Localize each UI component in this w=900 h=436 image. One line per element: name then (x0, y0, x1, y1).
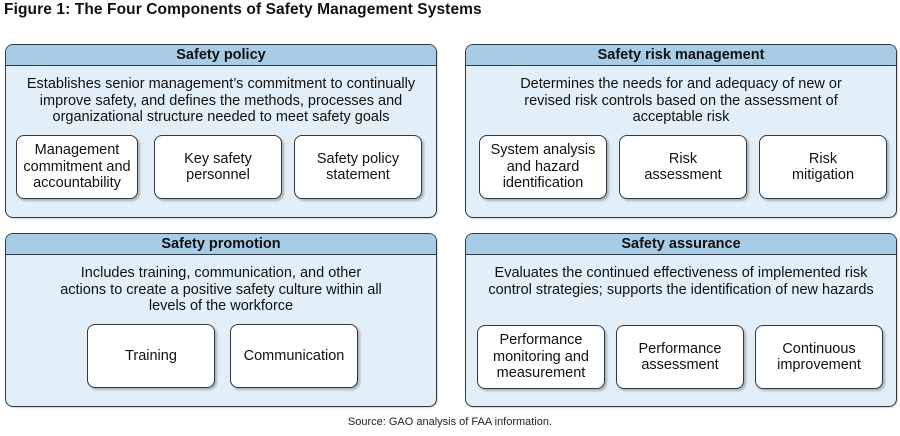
source-note: Source: GAO analysis of FAA information. (347, 416, 553, 428)
safety-risk-management-panel (465, 44, 897, 218)
card-risk-assessment: Risk assessment (619, 135, 747, 199)
safety-assurance-description: Evaluates the continued effectiveness of implemented risk control strategies; supports the identification of new hazards (488, 265, 874, 298)
card-safety-policy-statement: Safety policy statement (294, 135, 422, 199)
safety-policy-title: Safety policy (6, 45, 436, 66)
safety-policy-description: Establishes senior management’s commitment to continually improve safety, and defines the methods, processes and organizational structure needed to meet safety goals (26, 76, 416, 125)
card-management-commitment: Management commitment and accountability (16, 135, 138, 199)
safety-policy-panel (5, 44, 437, 218)
card-communication: Communication (230, 324, 358, 388)
safety-promotion-title: Safety promotion (6, 234, 436, 255)
card-performance-monitoring: Performance monitoring and measurement (477, 325, 605, 389)
card-performance-assessment: Performance assessment (616, 325, 744, 389)
safety-assurance-panel (465, 233, 897, 407)
figure-title: Figure 1: The Four Components of Safety Management Systems (4, 1, 482, 18)
card-system-analysis: System analysis and hazard identification (479, 135, 607, 199)
safety-risk-management-description: Determines the needs for and adequacy of new or revised risk controls based on the assessment of acceptable risk (520, 76, 842, 125)
card-continuous-improvement: Continuous improvement (755, 325, 883, 389)
safety-assurance-title: Safety assurance (466, 234, 896, 255)
card-key-safety-personnel: Key safety personnel (154, 135, 282, 199)
card-risk-mitigation: Risk mitigation (759, 135, 887, 199)
card-training: Training (87, 324, 215, 388)
safety-promotion-panel (5, 233, 437, 407)
safety-promotion-description: Includes training, communication, and other actions to create a positive safety culture within all levels of the workforce (60, 265, 382, 314)
safety-risk-management-title: Safety risk management (466, 45, 896, 66)
